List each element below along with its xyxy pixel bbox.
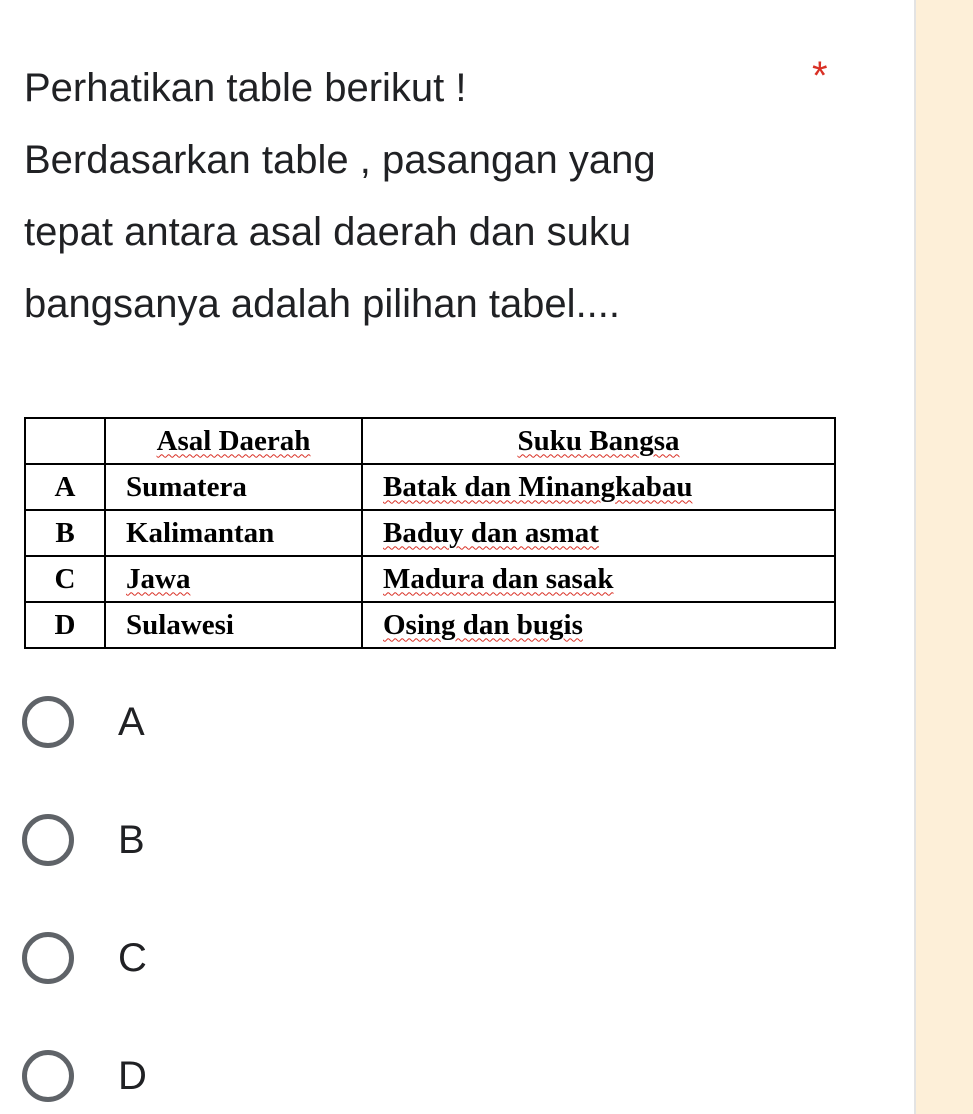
- option-label-b: B: [118, 817, 145, 862]
- radio-button-c[interactable]: [22, 932, 74, 984]
- table-cell-daerah: Jawa: [105, 556, 362, 602]
- table-header-suku-bangsa: Suku Bangsa: [362, 418, 835, 464]
- table-header-row: [25, 418, 835, 464]
- table-cell-letter: D: [25, 602, 105, 648]
- radio-button-d[interactable]: [22, 1050, 74, 1102]
- table-cell-suku: Madura dan sasak: [362, 556, 835, 602]
- option-c[interactable]: [22, 928, 322, 988]
- question-table-image: [24, 417, 836, 649]
- option-label-c: C: [118, 935, 147, 980]
- option-a[interactable]: [22, 692, 322, 752]
- table-row: [25, 556, 835, 602]
- option-label-a: A: [118, 699, 145, 744]
- question-line-4: bangsanya adalah pilihan tabel....: [24, 282, 621, 326]
- table-cell-letter: C: [25, 556, 105, 602]
- required-asterisk: *: [812, 54, 828, 98]
- table-cell-daerah: Sumatera: [105, 464, 362, 510]
- radio-button-b[interactable]: [22, 814, 74, 866]
- question-line-3: tepat antara asal daerah dan suku: [24, 210, 632, 254]
- table-cell-suku: Batak dan Minangkabau: [362, 464, 835, 510]
- option-d[interactable]: [22, 1046, 322, 1106]
- question-line-2: Berdasarkan table , pasangan yang: [24, 138, 656, 182]
- table-cell-daerah: Sulawesi: [105, 602, 362, 648]
- table-cell-letter: B: [25, 510, 105, 556]
- table-header-asal-daerah: Asal Daerah: [105, 418, 362, 464]
- question-text: [24, 52, 784, 340]
- option-b[interactable]: [22, 810, 322, 870]
- table-row: [25, 510, 835, 556]
- radio-button-a[interactable]: [22, 696, 74, 748]
- table-cell-letter: A: [25, 464, 105, 510]
- table-header-letter: [25, 418, 105, 464]
- table-cell-daerah: Kalimantan: [105, 510, 362, 556]
- table-row: [25, 602, 835, 648]
- question-line-1: Perhatikan table berikut !: [24, 66, 467, 110]
- table-cell-suku: Osing dan bugis: [362, 602, 835, 648]
- table-cell-suku: Baduy dan asmat: [362, 510, 835, 556]
- option-label-d: D: [118, 1053, 147, 1098]
- table-row: [25, 464, 835, 510]
